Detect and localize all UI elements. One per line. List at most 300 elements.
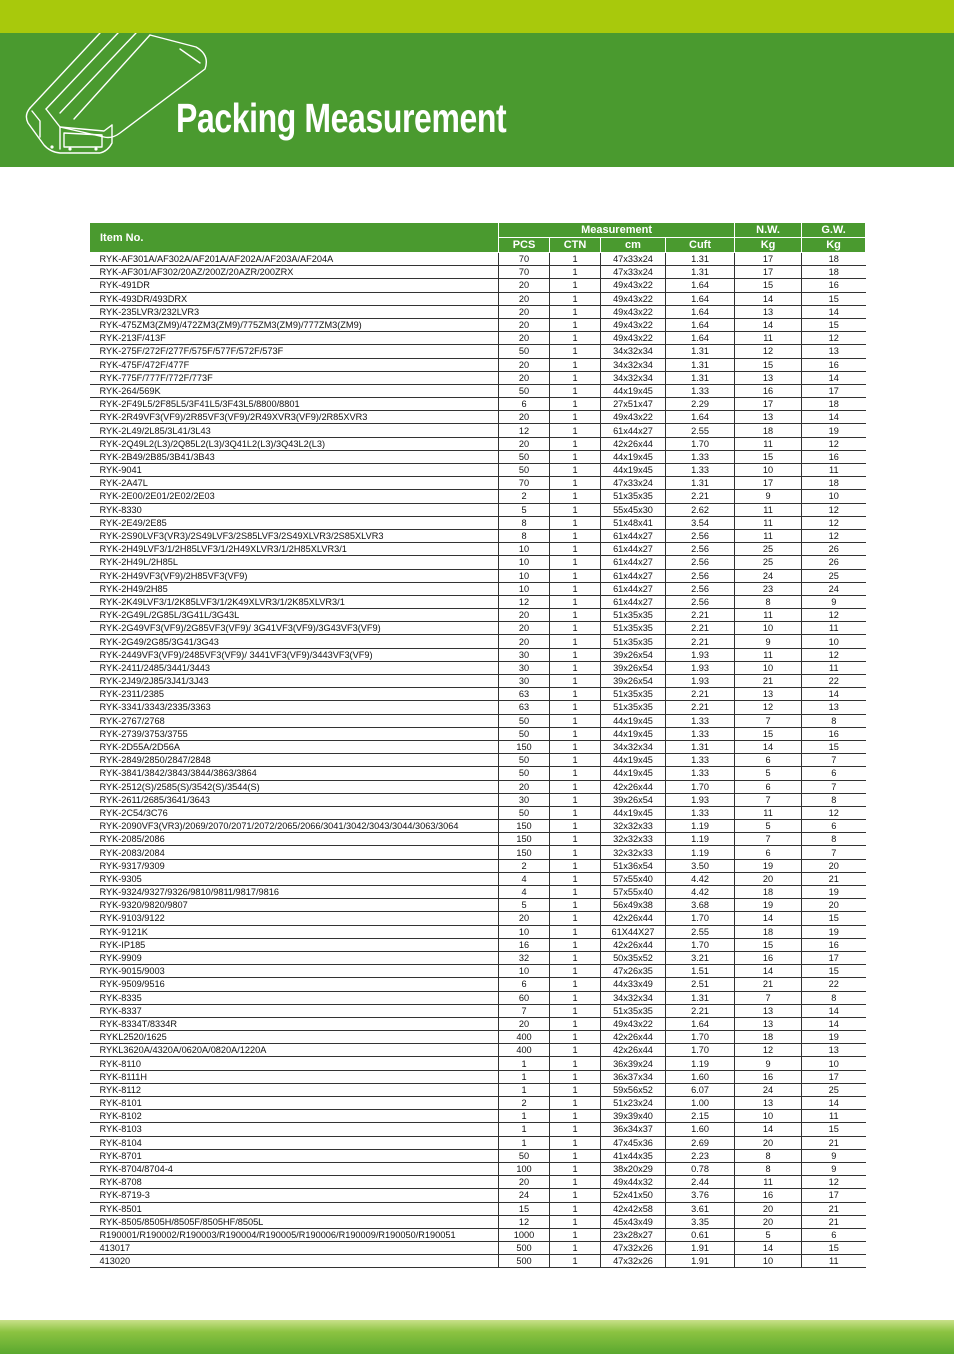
cm-cell: 51x48x41	[601, 516, 666, 529]
item-no-cell: RYKL3620A/4320A/0620A/0820A/1220A	[90, 1044, 499, 1057]
nw-cell: 14	[735, 1242, 802, 1255]
table-row	[90, 1110, 866, 1123]
cuft-cell: 1.91	[666, 1255, 735, 1268]
item-no-cell: RYK-2C54/3C76	[90, 806, 499, 819]
table-row	[90, 1215, 866, 1228]
gw-cell: 18	[802, 266, 866, 279]
cuft-cell: 2.21	[666, 622, 735, 635]
cuft-cell: 1.33	[666, 754, 735, 767]
cuft-cell: 3.35	[666, 1215, 735, 1228]
measurement-header: Measurement	[499, 223, 735, 238]
nw-cell: 5	[735, 820, 802, 833]
cm-cell: 39x39x40	[601, 1110, 666, 1123]
nw-cell: 19	[735, 859, 802, 872]
table-row	[90, 332, 866, 345]
table-row	[90, 398, 866, 411]
cm-cell: 45x43x49	[601, 1215, 666, 1228]
cm-cell: 49x44x32	[601, 1176, 666, 1189]
cm-cell: 51x35x35	[601, 609, 666, 622]
table-row	[90, 529, 866, 542]
item-no-cell: RYK-9121K	[90, 925, 499, 938]
cm-cell: 42x26x44	[601, 1031, 666, 1044]
gw-cell: 13	[802, 701, 866, 714]
pcs-cell: 20	[499, 305, 550, 318]
cm-cell: 44x19x45	[601, 767, 666, 780]
table-row	[90, 1136, 866, 1149]
cm-cell: 47x33x24	[601, 253, 666, 266]
pcs-cell: 20	[499, 1017, 550, 1030]
cuft-cell: 2.29	[666, 398, 735, 411]
item-no-cell: 413017	[90, 1242, 499, 1255]
ctn-cell: 1	[550, 1057, 601, 1070]
table-row	[90, 622, 866, 635]
table-row	[90, 371, 866, 384]
pcs-cell: 60	[499, 991, 550, 1004]
cm-cell: 27x51x47	[601, 398, 666, 411]
nw-cell: 19	[735, 899, 802, 912]
cuft-cell: 1.31	[666, 253, 735, 266]
item-no-cell: RYK-2H49L/2H85L	[90, 556, 499, 569]
item-no-cell: RYK-8104	[90, 1136, 499, 1149]
cuft-cell: 2.51	[666, 978, 735, 991]
nw-header: N.W.	[735, 223, 802, 238]
table-row	[90, 450, 866, 463]
item-no-cell: RYK-8112	[90, 1083, 499, 1096]
pcs-cell: 50	[499, 806, 550, 819]
ctn-cell: 1	[550, 1083, 601, 1096]
table-row	[90, 714, 866, 727]
nw-cell: 11	[735, 529, 802, 542]
table-row	[90, 477, 866, 490]
item-no-cell: RYK-8505/8505H/8505F/8505HF/8505L	[90, 1215, 499, 1228]
ctn-cell: 1	[550, 1162, 601, 1175]
table-row	[90, 266, 866, 279]
gw-cell: 13	[802, 345, 866, 358]
cuft-cell: 1.70	[666, 1044, 735, 1057]
ctn-cell: 1	[550, 1176, 601, 1189]
ctn-cell: 1	[550, 714, 601, 727]
pcs-cell: 20	[499, 912, 550, 925]
pcs-cell: 5	[499, 503, 550, 516]
item-no-cell: RYK-491DR	[90, 279, 499, 292]
ctn-cell: 1	[550, 872, 601, 885]
cuft-cell: 2.21	[666, 609, 735, 622]
gw-cell: 11	[802, 464, 866, 477]
pcs-cell: 63	[499, 688, 550, 701]
item-no-cell: RYK-9909	[90, 951, 499, 964]
item-no-cell: 413020	[90, 1255, 499, 1268]
nw-cell: 12	[735, 345, 802, 358]
nw-cell: 17	[735, 398, 802, 411]
item-no-cell: RYK-9305	[90, 872, 499, 885]
cuft-cell: 2.44	[666, 1176, 735, 1189]
ctn-cell: 1	[550, 464, 601, 477]
cuft-cell: 1.93	[666, 793, 735, 806]
nw-cell: 15	[735, 450, 802, 463]
table-row	[90, 384, 866, 397]
nw-unit-header: Kg	[735, 238, 802, 253]
cm-cell: 44x33x49	[601, 978, 666, 991]
gw-cell: 8	[802, 714, 866, 727]
table-row	[90, 1004, 866, 1017]
table-row	[90, 1123, 866, 1136]
cm-cell: 51x36x54	[601, 859, 666, 872]
table-row	[90, 991, 866, 1004]
item-no-cell: RYK-8110	[90, 1057, 499, 1070]
gw-cell: 11	[802, 1110, 866, 1123]
cuft-cell: 2.56	[666, 582, 735, 595]
nw-cell: 24	[735, 1083, 802, 1096]
ctn-cell: 1	[550, 332, 601, 345]
cuft-cell: 1.64	[666, 411, 735, 424]
item-no-cell: RYK-2411/2485/3441/3443	[90, 661, 499, 674]
table-row	[90, 516, 866, 529]
item-no-cell: RYK-3841/3842/3843/3844/3863/3864	[90, 767, 499, 780]
nw-cell: 14	[735, 1123, 802, 1136]
item-no-cell: RYK-2085/2086	[90, 833, 499, 846]
item-no-cell: RYK-2H49/2H85	[90, 582, 499, 595]
nw-cell: 11	[735, 1176, 802, 1189]
nw-cell: 14	[735, 292, 802, 305]
cuft-cell: 4.42	[666, 872, 735, 885]
cm-cell: 34x32x34	[601, 991, 666, 1004]
nw-cell: 21	[735, 978, 802, 991]
nw-cell: 10	[735, 622, 802, 635]
pcs-cell: 20	[499, 292, 550, 305]
cm-cell: 51x35x35	[601, 622, 666, 635]
nw-cell: 11	[735, 516, 802, 529]
item-no-cell: RYK-264/569K	[90, 384, 499, 397]
cuft-cell: 1.31	[666, 991, 735, 1004]
ctn-cell: 1	[550, 424, 601, 437]
gw-cell: 17	[802, 951, 866, 964]
nw-cell: 6	[735, 846, 802, 859]
cm-cell: 42x26x44	[601, 938, 666, 951]
nw-cell: 11	[735, 503, 802, 516]
cuft-cell: 1.64	[666, 305, 735, 318]
item-no-cell: RYK-IP185	[90, 938, 499, 951]
ctn-cell: 1	[550, 688, 601, 701]
pcs-cell: 4	[499, 886, 550, 899]
table-row	[90, 872, 866, 885]
gw-cell: 15	[802, 1123, 866, 1136]
table-row	[90, 582, 866, 595]
table-row	[90, 543, 866, 556]
item-no-cell: RYK-2E49/2E85	[90, 516, 499, 529]
gw-cell: 17	[802, 1070, 866, 1083]
pcs-cell: 2	[499, 490, 550, 503]
ctn-cell: 1	[550, 490, 601, 503]
gw-cell: 26	[802, 543, 866, 556]
item-no-cell: RYK-8337	[90, 1004, 499, 1017]
gw-cell: 20	[802, 899, 866, 912]
item-no-cell: RYKL2520/1625	[90, 1031, 499, 1044]
cuft-cell: 3.21	[666, 951, 735, 964]
item-no-cell: RYK-2R49VF3(VF9)/2R85VF3(VF9)/2R49XVR3(VF9)/2R85XVR3	[90, 411, 499, 424]
table-row	[90, 609, 866, 622]
table-row	[90, 1242, 866, 1255]
table-row	[90, 767, 866, 780]
nw-cell: 6	[735, 780, 802, 793]
ctn-cell: 1	[550, 727, 601, 740]
cm-cell: 47x33x24	[601, 266, 666, 279]
gw-cell: 15	[802, 1242, 866, 1255]
cuft-cell: 1.70	[666, 437, 735, 450]
cm-cell: 44x19x45	[601, 450, 666, 463]
pcs-cell: 50	[499, 714, 550, 727]
item-no-cell: RYK-2H49LVF3/1/2H85LVF3/1/2H49XLVR3/1/2H85XLVR3/1	[90, 543, 499, 556]
cuft-cell: 1.93	[666, 661, 735, 674]
ctn-cell: 1	[550, 318, 601, 331]
gw-cell: 10	[802, 635, 866, 648]
cuft-cell: 2.55	[666, 925, 735, 938]
nw-cell: 9	[735, 490, 802, 503]
top-accent-strip	[0, 0, 954, 33]
pcs-cell: 50	[499, 384, 550, 397]
table-row	[90, 925, 866, 938]
table-row	[90, 846, 866, 859]
cm-cell: 61x44x27	[601, 543, 666, 556]
cm-cell: 49x43x22	[601, 332, 666, 345]
pcs-cell: 2	[499, 1097, 550, 1110]
cuft-cell: 2.23	[666, 1149, 735, 1162]
nw-cell: 15	[735, 358, 802, 371]
nw-cell: 18	[735, 886, 802, 899]
gw-cell: 21	[802, 1136, 866, 1149]
table-row	[90, 688, 866, 701]
ctn-cell: 1	[550, 1215, 601, 1228]
cm-cell: 32x32x33	[601, 846, 666, 859]
pcs-cell: 1	[499, 1136, 550, 1149]
gw-cell: 20	[802, 859, 866, 872]
cm-cell: 49x43x22	[601, 305, 666, 318]
table-row	[90, 965, 866, 978]
pcs-cell: 12	[499, 595, 550, 608]
pcs-cell: 500	[499, 1255, 550, 1268]
cuft-cell: 1.31	[666, 477, 735, 490]
nw-cell: 13	[735, 688, 802, 701]
pcs-cell: 20	[499, 318, 550, 331]
item-no-cell: RYK-9320/9820/9807	[90, 899, 499, 912]
cuft-cell: 2.21	[666, 1004, 735, 1017]
cuft-cell: 1.93	[666, 675, 735, 688]
ctn-cell: 1	[550, 1004, 601, 1017]
pcs-cell: 70	[499, 477, 550, 490]
pcs-cell: 12	[499, 1215, 550, 1228]
ctn-cell: 1	[550, 820, 601, 833]
item-no-cell: RYK-8334T/8334R	[90, 1017, 499, 1030]
cuft-cell: 1.31	[666, 266, 735, 279]
cuft-cell: 2.55	[666, 424, 735, 437]
ctn-cell: 1	[550, 437, 601, 450]
cm-cell: 38x20x29	[601, 1162, 666, 1175]
pcs-cell: 20	[499, 279, 550, 292]
table-row	[90, 279, 866, 292]
cuft-cell: 1.19	[666, 833, 735, 846]
ctn-cell: 1	[550, 556, 601, 569]
cuft-cell: 1.33	[666, 767, 735, 780]
table-row	[90, 754, 866, 767]
nw-cell: 18	[735, 424, 802, 437]
pcs-cell: 12	[499, 424, 550, 437]
nw-cell: 25	[735, 543, 802, 556]
pcs-cell: 150	[499, 820, 550, 833]
cuft-cell: 3.76	[666, 1189, 735, 1202]
nw-cell: 20	[735, 1136, 802, 1149]
cm-cell: 50x35x52	[601, 951, 666, 964]
cm-cell: 47x32x26	[601, 1255, 666, 1268]
cm-cell: 42x26x44	[601, 1044, 666, 1057]
nw-cell: 9	[735, 635, 802, 648]
pcs-cell: 20	[499, 780, 550, 793]
gw-cell: 16	[802, 450, 866, 463]
ctn-cell: 1	[550, 648, 601, 661]
table-row	[90, 886, 866, 899]
ctn-cell: 1	[550, 516, 601, 529]
item-no-cell: RYK-475ZM3(ZM9)/472ZM3(ZM9)/775ZM3(ZM9)/777ZM3(ZM9)	[90, 318, 499, 331]
table-row	[90, 938, 866, 951]
pcs-cell: 20	[499, 437, 550, 450]
cm-cell: 39x26x54	[601, 648, 666, 661]
nw-cell: 8	[735, 1162, 802, 1175]
gw-cell: 6	[802, 767, 866, 780]
cuft-cell: 4.42	[666, 886, 735, 899]
ctn-cell: 1	[550, 595, 601, 608]
table-row	[90, 701, 866, 714]
nw-cell: 14	[735, 912, 802, 925]
gw-unit-header: Kg	[802, 238, 866, 253]
table-row	[90, 595, 866, 608]
cm-cell: 23x28x27	[601, 1228, 666, 1241]
ctn-cell: 1	[550, 767, 601, 780]
gw-cell: 7	[802, 754, 866, 767]
table-row	[90, 793, 866, 806]
cuft-cell: 1.51	[666, 965, 735, 978]
cm-cell: 42x26x44	[601, 780, 666, 793]
table-row	[90, 1228, 866, 1241]
pcs-cell: 7	[499, 1004, 550, 1017]
cm-cell: 47x32x26	[601, 1242, 666, 1255]
cm-cell: 61x44x27	[601, 556, 666, 569]
pcs-cell: 20	[499, 358, 550, 371]
cuft-header: Cuft	[666, 238, 735, 253]
ctn-cell: 1	[550, 833, 601, 846]
item-no-cell: RYK-2F49L5/2F85L5/3F41L5/3F43L5/8800/8801	[90, 398, 499, 411]
gw-cell: 14	[802, 371, 866, 384]
item-no-cell: RYK-775F/777F/772F/773F	[90, 371, 499, 384]
cm-header: cm	[601, 238, 666, 253]
cm-cell: 59x56x52	[601, 1083, 666, 1096]
nw-cell: 14	[735, 965, 802, 978]
nw-cell: 13	[735, 1017, 802, 1030]
pcs-cell: 10	[499, 543, 550, 556]
cm-cell: 44x19x45	[601, 464, 666, 477]
table-row	[90, 1097, 866, 1110]
gw-cell: 15	[802, 292, 866, 305]
gw-cell: 11	[802, 1255, 866, 1268]
cuft-cell: 2.21	[666, 490, 735, 503]
gw-cell: 14	[802, 1097, 866, 1110]
table-row	[90, 490, 866, 503]
cuft-cell: 1.60	[666, 1123, 735, 1136]
cm-cell: 36x39x24	[601, 1057, 666, 1070]
cm-cell: 39x26x54	[601, 793, 666, 806]
pcs-cell: 150	[499, 833, 550, 846]
ctn-cell: 1	[550, 1017, 601, 1030]
item-no-header: Item No.	[90, 223, 499, 253]
cm-cell: 44x19x45	[601, 714, 666, 727]
cm-cell: 61x44x27	[601, 595, 666, 608]
pcs-cell: 10	[499, 569, 550, 582]
pcs-cell: 4	[499, 872, 550, 885]
item-no-cell: RYK-8330	[90, 503, 499, 516]
pcs-cell: 100	[499, 1162, 550, 1175]
nw-cell: 20	[735, 1215, 802, 1228]
cm-cell: 51x35x35	[601, 701, 666, 714]
nw-cell: 11	[735, 806, 802, 819]
item-no-cell: RYK-2611/2685/3641/3643	[90, 793, 499, 806]
table-row	[90, 345, 866, 358]
ctn-cell: 1	[550, 846, 601, 859]
item-no-cell: RYK-2311/2385	[90, 688, 499, 701]
nw-cell: 7	[735, 793, 802, 806]
item-no-cell: RYK-2090VF3(VR3)/2069/2070/2071/2072/2065/2066/3041/3042/3043/3044/3063/3064	[90, 820, 499, 833]
gw-cell: 10	[802, 1057, 866, 1070]
nw-cell: 13	[735, 371, 802, 384]
pcs-cell: 1	[499, 1110, 550, 1123]
pcs-cell: 50	[499, 345, 550, 358]
pcs-cell: 150	[499, 846, 550, 859]
nw-cell: 15	[735, 938, 802, 951]
pcs-cell: 400	[499, 1044, 550, 1057]
pcs-cell: 50	[499, 727, 550, 740]
table-row	[90, 556, 866, 569]
item-no-cell: RYK-2449VF3(VF9)/2485VF3(VF9)/ 3441VF3(VF9)/3443VF3(VF9)	[90, 648, 499, 661]
gw-cell: 21	[802, 1215, 866, 1228]
nw-cell: 15	[735, 279, 802, 292]
nw-cell: 11	[735, 332, 802, 345]
item-no-cell: RYK-213F/413F	[90, 332, 499, 345]
nw-cell: 16	[735, 384, 802, 397]
ctn-cell: 1	[550, 622, 601, 635]
table-row	[90, 1255, 866, 1268]
cm-cell: 36x34x37	[601, 1123, 666, 1136]
cm-cell: 47x26x35	[601, 965, 666, 978]
pcs-cell: 20	[499, 1176, 550, 1189]
ctn-cell: 1	[550, 292, 601, 305]
table-row	[90, 253, 866, 266]
cuft-cell: 1.31	[666, 740, 735, 753]
gw-cell: 17	[802, 384, 866, 397]
ctn-cell: 1	[550, 1255, 601, 1268]
ctn-cell: 1	[550, 793, 601, 806]
ctn-cell: 1	[550, 1189, 601, 1202]
cm-cell: 41x44x35	[601, 1149, 666, 1162]
nw-cell: 8	[735, 1149, 802, 1162]
cuft-cell: 1.64	[666, 292, 735, 305]
table-row	[90, 1083, 866, 1096]
gw-cell: 8	[802, 793, 866, 806]
pcs-cell: 6	[499, 978, 550, 991]
pcs-cell: 2	[499, 859, 550, 872]
ctn-cell: 1	[550, 701, 601, 714]
cuft-cell: 0.61	[666, 1228, 735, 1241]
ctn-cell: 1	[550, 899, 601, 912]
cuft-cell: 2.56	[666, 543, 735, 556]
pcs-cell: 50	[499, 767, 550, 780]
nw-cell: 11	[735, 609, 802, 622]
pcs-cell: 20	[499, 411, 550, 424]
